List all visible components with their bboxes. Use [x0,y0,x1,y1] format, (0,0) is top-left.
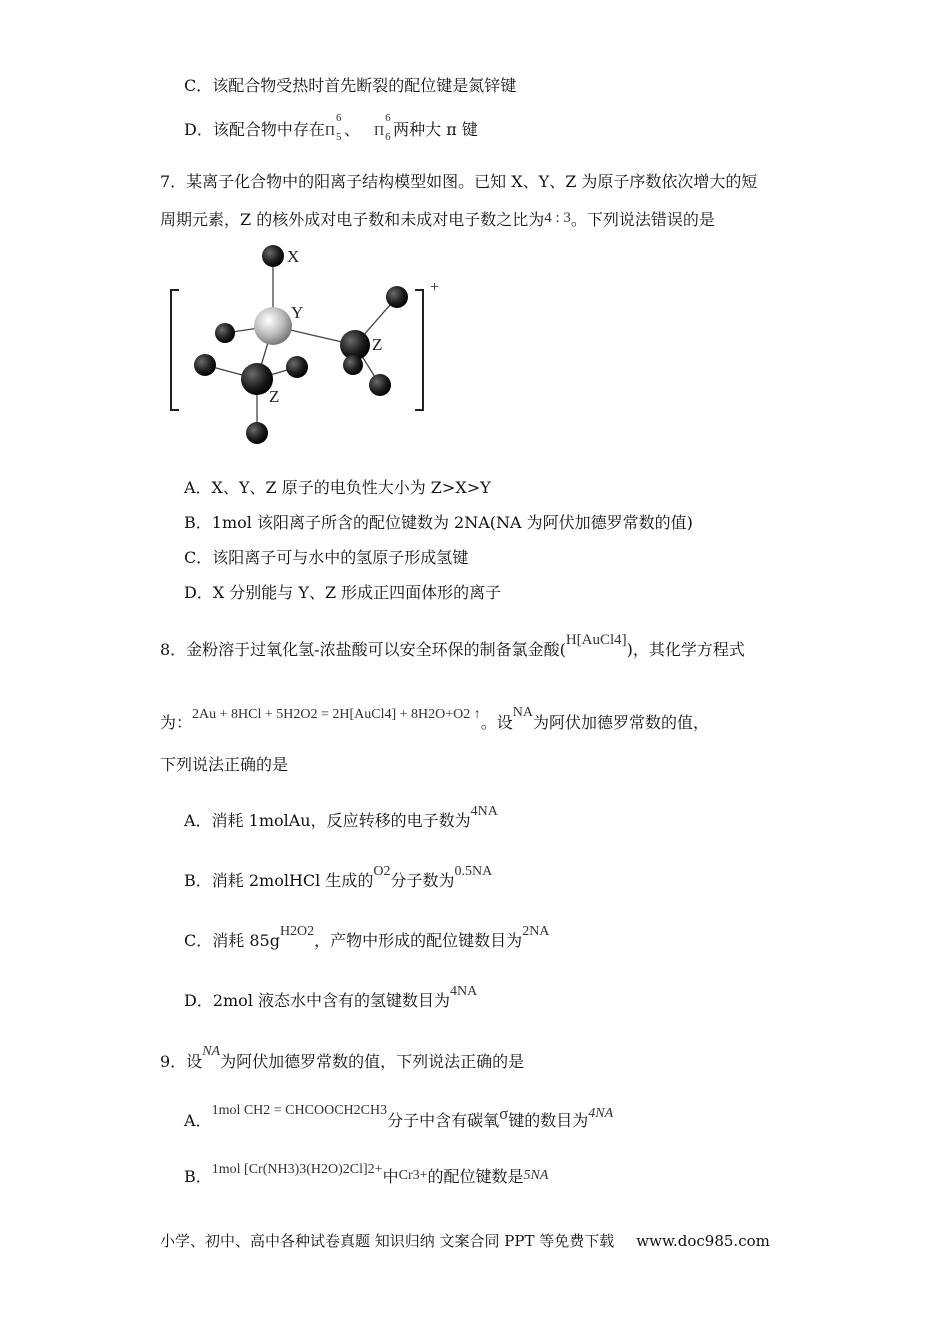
page-footer [160,1230,770,1251]
label-y: Y [291,303,304,322]
cation-structure-figure [165,240,455,450]
q7-stem-line1: 7．某离子化合物中的阳离子结构模型如图。已知 X、Y、Z 为原子序数依次增大的短 [160,172,758,191]
q8-stem-line3: 下列说法正确的是 [160,755,289,774]
right-bracket [415,290,423,410]
q8-option-c: C．消耗 85gH2O2，产物中形成的配位键数目为2NA [184,924,550,950]
q7-ratio: 4 : 3 [544,210,571,226]
pi-symbol-2: Π 6 6 [373,112,391,143]
x-atom-right-bottom [369,374,391,396]
q7-option-b: B．1mol 该阳离子所含的配位键数为 2NA(NA 为阿伏加德罗常数的值) [184,513,693,532]
footer-text: 小学、初中、高中各种试卷真题 知识归纳 文案合同 PPT 等免费下载 [160,1232,615,1250]
charge-label: + [430,279,440,296]
y-atom [254,307,292,345]
q6-option-d-suffix: 两种大 π 键 [393,120,478,139]
q7-stem-line2: 周期元素，Z 的核外成对电子数和未成对电子数之比为4 : 3。下列说法错误的是 [160,210,715,229]
q8-option-a: A．消耗 1molAu，反应转移的电子数为4NA [184,804,498,830]
x-atom-bottom [246,422,268,444]
label-z-left: Z [269,387,280,406]
q7-option-a: A．X、Y、Z 原子的电负性大小为 Z>X>Y [184,478,491,497]
x-atom-top [262,245,284,267]
q8-stem-line1: 8．金粉溶于过氧化氢-浓盐酸可以安全环保的制备氯金酸(H[AuCl4])，其化学方程式 [160,632,745,659]
label-z-right: Z [372,335,383,354]
pi-symbol-1: Π 6 5 [324,112,342,143]
q6-option-c: C．该配合物受热时首先断裂的配位键是氮锌键 [184,76,517,95]
q8-option-d: D．2mol 液态水中含有的氢键数目为4NA [184,984,478,1010]
label-x: X [287,247,300,266]
left-bracket [171,290,179,410]
q9-option-a: A．1mol CH2 = CHCOOCH2CH3分子中含有碳氧σ键的数目为4NA [184,1103,614,1130]
q8-equation: 2Au + 8HCl + 5H2O2 = 2H[AuCl4] + 8H2O+O2 ↑ [192,707,481,722]
q7-option-c: C．该阳离子可与水中的氢原子形成氢键 [184,548,469,567]
q8-option-b: B．消耗 2molHCl 生成的O2分子数为0.5NA [184,864,493,890]
q9-option-b: B．1mol [Cr(NH3)3(H2O)2Cl]2+中Cr3+的配位键数是5NA [184,1162,549,1186]
q6-option-d-prefix: D．该配合物中存在 [184,120,325,139]
na-symbol: NA [512,705,534,720]
x-atom-lower-left [194,354,216,376]
q7-option-d: D．X 分别能与 Y、Z 形成正四面体形的离子 [184,583,502,602]
q9-stem: 9．设NA为阿伏加德罗常数的值，下列说法正确的是 [160,1044,525,1071]
footer-url[interactable]: www.doc985.com [636,1232,770,1250]
q6-option-d: D．该配合物中存在Π 6 5 、 Π 6 6 两种大 π 键 [184,112,478,143]
q8-equation-line: 为：2Au + 8HCl + 5H2O2 = 2H[AuCl4] + 8H2O+O2 ↑。设NA为阿伏加德罗常数的值， [160,705,710,732]
x-atom-lower-right [286,356,308,378]
x-atom-left [215,323,235,343]
x-atom-right-top [386,286,408,308]
x-atom-right-mid [343,355,363,375]
q8-formula-haucl4: H[AuCl4] [565,632,627,648]
